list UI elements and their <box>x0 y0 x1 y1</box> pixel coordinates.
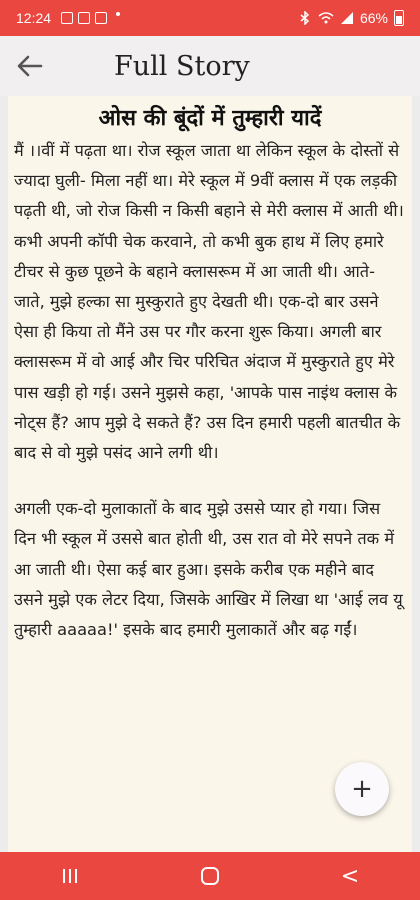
wifi-icon <box>318 11 334 25</box>
home-icon <box>201 867 219 885</box>
story-paragraph: अगली एक-दो मुलाकातों के बाद मुझे उससे प्यार हो गया। जिस दिन भी स्कूल में उससे बात होती थी, उस रात वो मेरे सपने तक में आ जाती थी। ऐसा कई बार हुआ। इसके करीब एक महीने बाद उसने मुझे एक लेटर दिया, जिसके आखिर में लिखा था 'आई लव यू तुम्हारी aaaaa!' इसके बाद हमारी मुलाकातें और बढ़ गईं। <box>14 499 403 640</box>
story-title: ओस की बूंदों में तुम्हारी यादें <box>98 106 322 131</box>
battery-percent: 66% <box>359 10 388 26</box>
bluetooth-icon <box>298 11 312 25</box>
story-content[interactable] <box>8 96 412 852</box>
system-navigation-bar <box>0 852 420 900</box>
recents-button[interactable] <box>40 852 100 900</box>
more-notifications-icon <box>116 12 120 16</box>
mail-icon <box>61 12 73 24</box>
status-bar <box>0 0 420 36</box>
status-time: 12:24 <box>16 10 52 26</box>
status-right <box>298 10 404 26</box>
home-button[interactable] <box>180 852 240 900</box>
recents-icon <box>63 869 77 883</box>
chevron-left-icon: < <box>340 863 360 889</box>
story-paragraph: मैं ।।वीं में पढ़ता था। रोज स्कूल जाता था लेकिन स्कूल के दोस्तों से ज्यादा घुली- मिला नहीं था। मेरे स्कूल में 9वीं क्लास में एक लड़की पढ़ती थी, जो रोज किसी न किसी बहाने से मेरी क्लास में आती थी। कभी अपनी कॉपी चेक करवाने, तो कभी बुक हाथ में लिए हमारे टीचर से कुछ पूछने के बहाने क्लासरूम में आ जाती थी। आते-जाते, मुझे हल्का सा मुस्कुराते हुए देखती थी। एक-दो बार उसने ऐसा ही किया तो मैंने उस पर गौर करना शुरू किया। अगली बार क्लासरूम में वो आई और चिर परिचित अंदाज में मुस्कुराते हुए मेरे पास खड़ी हो गई। उसने मुझसे कहा, 'आपके पास नाइंथ क्लास के नोट्स हैं? आप मुझे दे सकते हैं? उस दिन हमारी पहली बातचीत के बाद से वो मुझे पसंद आने लगी थी। <box>14 141 404 463</box>
image-icon <box>78 12 90 24</box>
plus-icon: + <box>351 774 373 804</box>
notification-icons <box>61 12 120 24</box>
system-back-button[interactable] <box>320 852 380 900</box>
story-body <box>8 132 412 645</box>
page-title: Full Story <box>114 50 250 82</box>
app-bar <box>0 36 420 96</box>
status-left <box>16 10 120 26</box>
back-button[interactable] <box>0 36 60 96</box>
battery-icon <box>394 10 404 26</box>
calendar-icon <box>95 12 107 24</box>
signal-icon <box>340 11 354 25</box>
arrow-left-icon <box>17 55 43 77</box>
add-button[interactable] <box>335 762 389 816</box>
